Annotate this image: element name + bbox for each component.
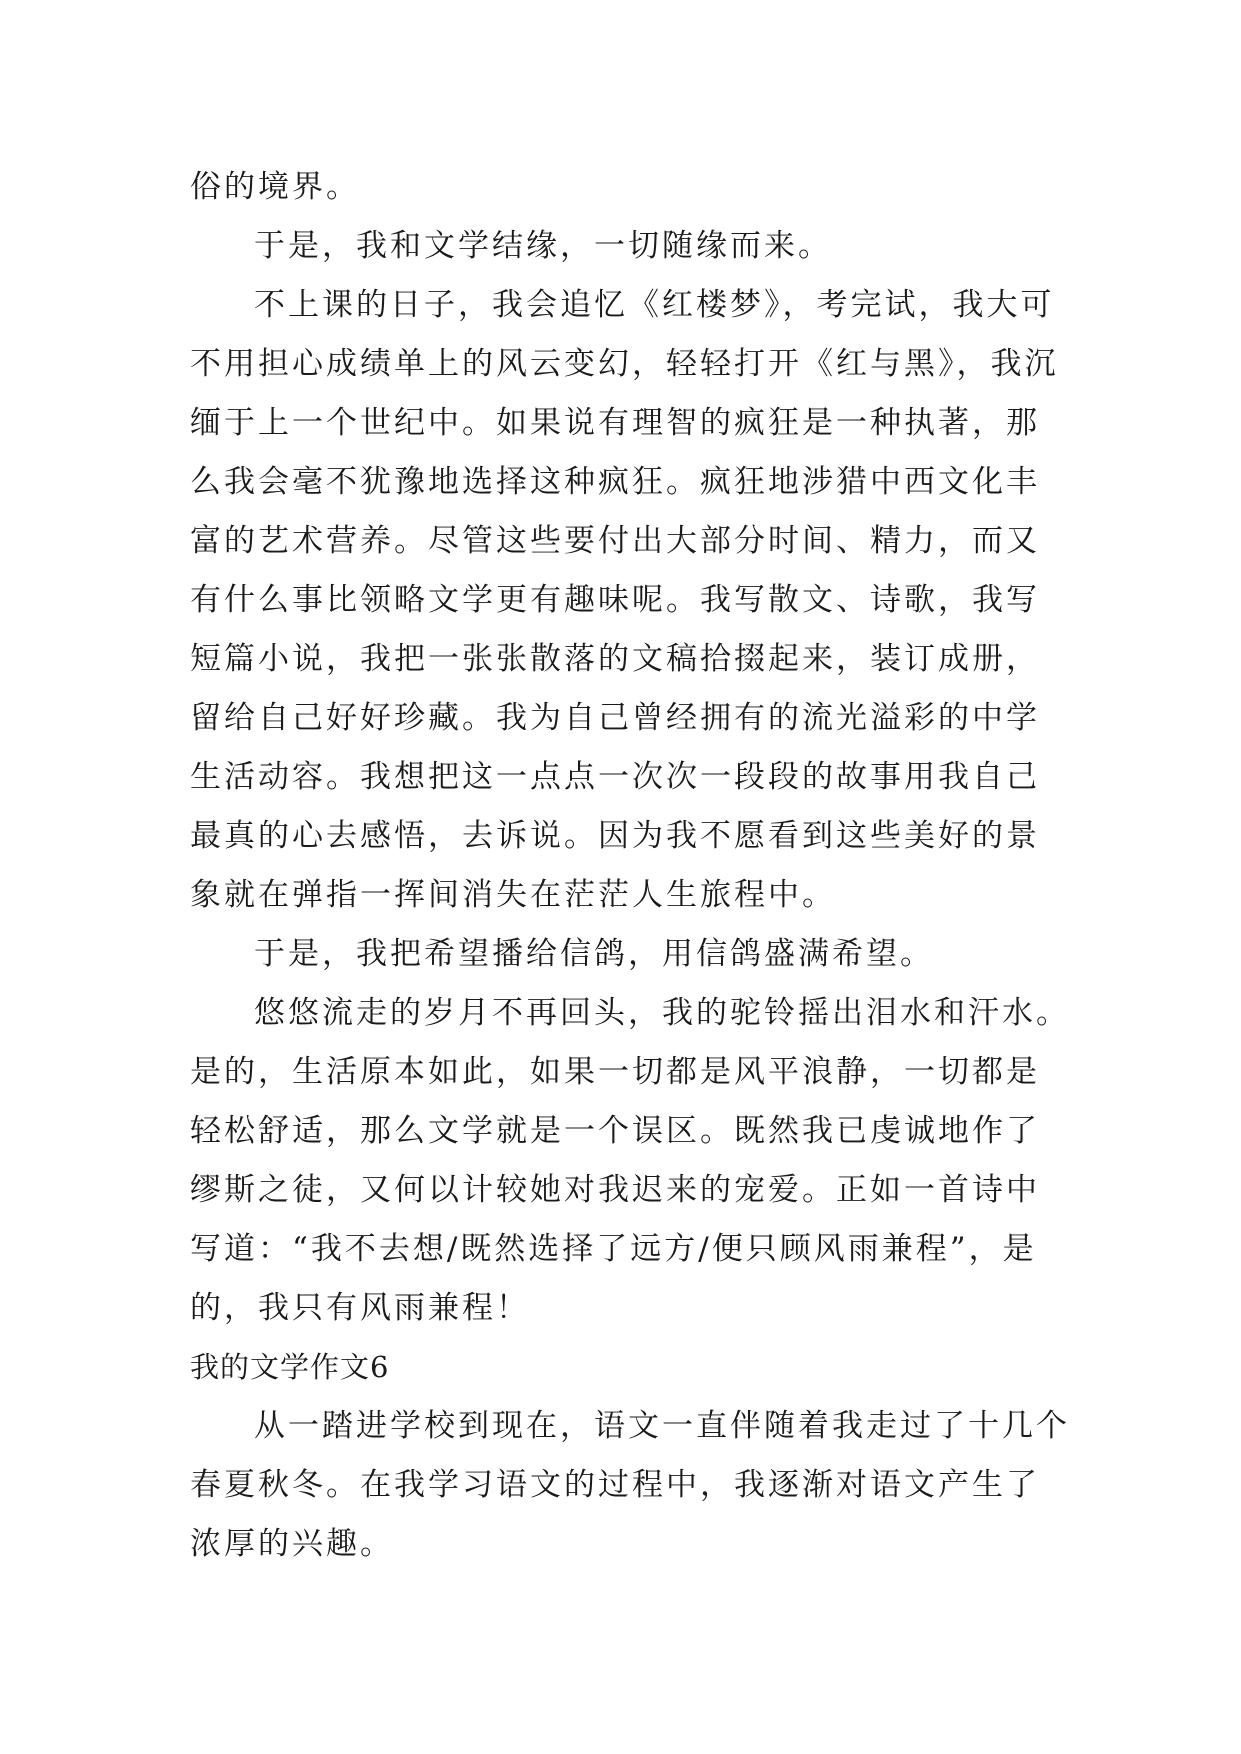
paragraph: 从一踏进学校到现在，语文一直伴随着我走过了十几个春夏秋冬。在我学习语文的过程中，我逐渐对语文产生了浓厚的兴趣。 [190,1408,1070,1562]
paragraph: 于是，我把希望播给信鸽，用信鸽盛满希望。 [254,936,934,972]
document-body [190,158,1070,1574]
paragraph: 悠悠流走的岁月不再回头，我的驼铃摇出泪水和汗水。是的，生活原本如此，如果一切都是风平浪静，一切都是轻松舒适，那么文学就是一个误区。既然我已虔诚地作了缪斯之徒，又何以计较她对我迟来的宠爱。正如一首诗中写道：“我不去想/既然选择了远方/便只顾风雨兼程”，是的，我只有风雨兼程！ [190,995,1070,1326]
paragraph-continuation: 俗的境界。 [190,169,360,205]
paragraph: 于是，我和文学结缘，一切随缘而来。 [254,228,832,264]
paragraph: 不上课的日子，我会追忆《红楼梦》，考完试，我大可不用担心成绩单上的风云变幻，轻轻打开《红与黑》，我沉缅于上一个世纪中。如果说有理智的疯狂是一种执著，那么我会毫不犹豫地选择这种疯狂。疯狂地涉猎中西文化丰富的艺术营养。尽管这些要付出大部分时间、精力，而又有什么事比领略文学更有趣味呢。我写散文、诗歌，我写短篇小说，我把一张张散落的文稿拾掇起来，装订成册，留给自己好好珍藏。我为自己曾经拥有的流光溢彩的中学生活动容。我想把这一点点一次次一段段的故事用我自己最真的心去感悟，去诉说。因为我不愿看到这些美好的景象就在弹指一挥间消失在茫茫人生旅程中。 [190,287,1059,913]
section-heading: 我的文学作文6 [190,1350,390,1384]
